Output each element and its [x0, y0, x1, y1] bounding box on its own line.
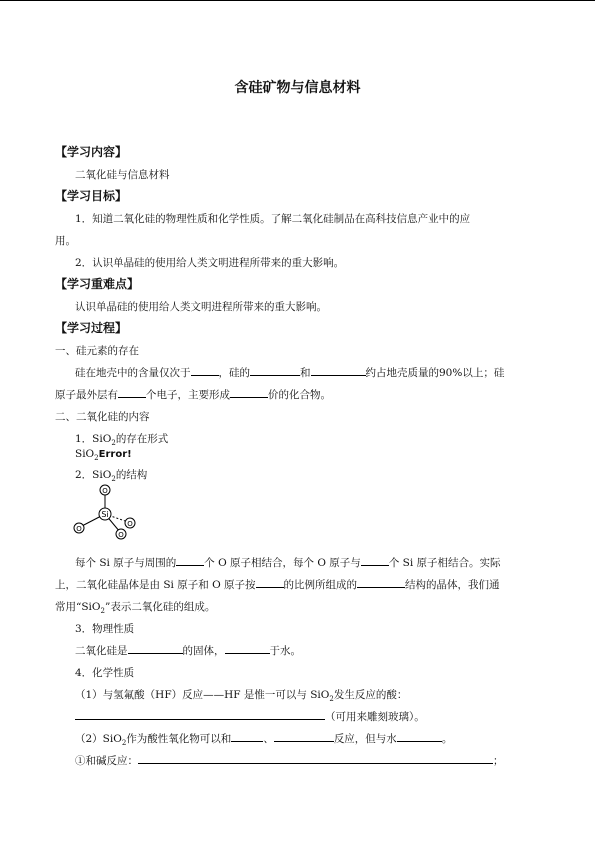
blank[interactable] — [397, 731, 442, 742]
text: 原子最外层有 — [55, 389, 118, 401]
text: 反应，但与水 — [333, 733, 397, 745]
chemical-heading: 4．化学性质 — [75, 667, 135, 679]
subscript: 2 — [111, 439, 116, 448]
blank[interactable] — [357, 577, 405, 588]
structure-para-3 — [55, 599, 215, 615]
atom-o-label: O — [127, 520, 133, 528]
text: 的比例所组成的 — [283, 579, 358, 591]
text: 二氧化硅是 — [75, 645, 128, 657]
text: 2．SiO — [75, 469, 112, 481]
top-rule — [0, 0, 595, 1]
text: 。 — [441, 733, 453, 745]
text: 的存在形式 — [115, 433, 169, 445]
text: 作为酸性氧化物可以和 — [126, 733, 232, 745]
text: ”表示二氧化硅的组成。 — [105, 601, 216, 613]
text: 、 — [263, 733, 274, 745]
heading-goals: 【学习目标】 — [55, 189, 128, 203]
text: 价的化合物。 — [268, 389, 331, 401]
text: ，硅的 — [218, 367, 250, 379]
text: ①和碱反应： — [75, 755, 138, 767]
subscript: 2 — [121, 739, 127, 748]
subscript: 2 — [94, 454, 99, 463]
text: 1．SiO — [75, 433, 112, 445]
physical-line — [75, 643, 301, 658]
text: 于水。 — [269, 645, 301, 657]
heading-process: 【学习过程】 — [55, 321, 128, 335]
blank[interactable] — [75, 709, 325, 720]
goal-1b: 用。 — [55, 235, 76, 247]
blank[interactable] — [118, 387, 146, 398]
base-reaction-line — [75, 753, 504, 768]
blank[interactable] — [311, 365, 366, 376]
structure-para-2 — [55, 577, 500, 592]
text: 个 Si 原子相结合。实际 — [388, 557, 501, 569]
atom-o-label: O — [118, 531, 124, 539]
hf-line — [75, 687, 407, 703]
atom-o-label: O — [76, 525, 82, 533]
text: 上，二氧化硅晶体是由 Si 原子和 O 原子按 — [55, 579, 256, 591]
text: 约占地壳质量的90%以上；硅 — [365, 367, 505, 379]
text: SiO — [75, 448, 95, 460]
part1-line2 — [55, 387, 331, 402]
text: 硅在地壳中的含量仅次于 — [75, 367, 191, 379]
blank[interactable] — [138, 753, 493, 764]
sio2-error-line — [75, 448, 132, 462]
blank[interactable] — [231, 731, 263, 742]
blank[interactable] — [176, 555, 204, 566]
goal-2: 2．认识单晶硅的使用给人类文明进程所带来的重大影响。 — [75, 257, 345, 269]
goal-1a: 1．知道二氧化硅的物理性质和化学性质。了解二氧化硅制品在高科技信息产业中的应 — [75, 213, 471, 225]
text: 常用“SiO — [55, 601, 101, 613]
acid-oxide-line — [75, 731, 452, 747]
atom-si-label: Si — [101, 510, 109, 519]
blank[interactable] — [256, 577, 284, 588]
text: （2）SiO — [75, 733, 122, 745]
text: 的固体， — [182, 645, 225, 657]
error-text: Error! — [98, 449, 132, 460]
hf-answer-line — [75, 709, 425, 724]
heading-key: 【学习重难点】 — [55, 277, 140, 291]
heading-content: 【学习内容】 — [55, 145, 128, 159]
subscript: 2 — [329, 695, 334, 704]
text: 结构的晶体，我们通 — [405, 579, 500, 591]
subscript: 2 — [111, 475, 116, 484]
sio2-structure — [75, 467, 147, 483]
part2-heading: 二、二氧化硅的内容 — [55, 411, 150, 423]
part1-line1 — [75, 365, 504, 380]
sio2-structure-diagram — [70, 482, 150, 542]
text: 的结构 — [115, 469, 148, 481]
text: 个 O 原子相结合，每个 O 原子与 — [204, 557, 361, 569]
part1-heading: 一、硅元素的存在 — [55, 345, 139, 357]
structure-para-1 — [75, 555, 501, 570]
text: （可用来雕刻玻璃）。 — [325, 711, 425, 723]
text: 发生反应的酸： — [333, 689, 408, 701]
text: ； — [493, 755, 504, 767]
blank[interactable] — [230, 387, 268, 398]
subscript: 2 — [100, 607, 105, 616]
text: 每个 Si 原子与周围的 — [75, 557, 177, 569]
sio2-existence — [75, 431, 168, 447]
text: （1）与氢氟酸（HF）反应——HF 是惟一可以与 SiO — [75, 689, 330, 701]
blank[interactable] — [274, 731, 334, 742]
physical-heading: 3．物理性质 — [75, 623, 135, 635]
blank[interactable] — [191, 365, 219, 376]
content-text: 二氧化硅与信息材料 — [75, 169, 170, 181]
blank[interactable] — [128, 643, 183, 654]
atom-o-label: O — [102, 487, 108, 495]
page-title: 含硅矿物与信息材料 — [234, 80, 361, 96]
key-text: 认识单晶硅的使用给人类文明进程所带来的重大影响。 — [75, 301, 327, 313]
text: 和 — [300, 367, 311, 379]
blank[interactable] — [250, 365, 300, 376]
blank[interactable] — [225, 643, 270, 654]
blank[interactable] — [361, 555, 389, 566]
text: 个电子，主要形成 — [146, 389, 230, 401]
